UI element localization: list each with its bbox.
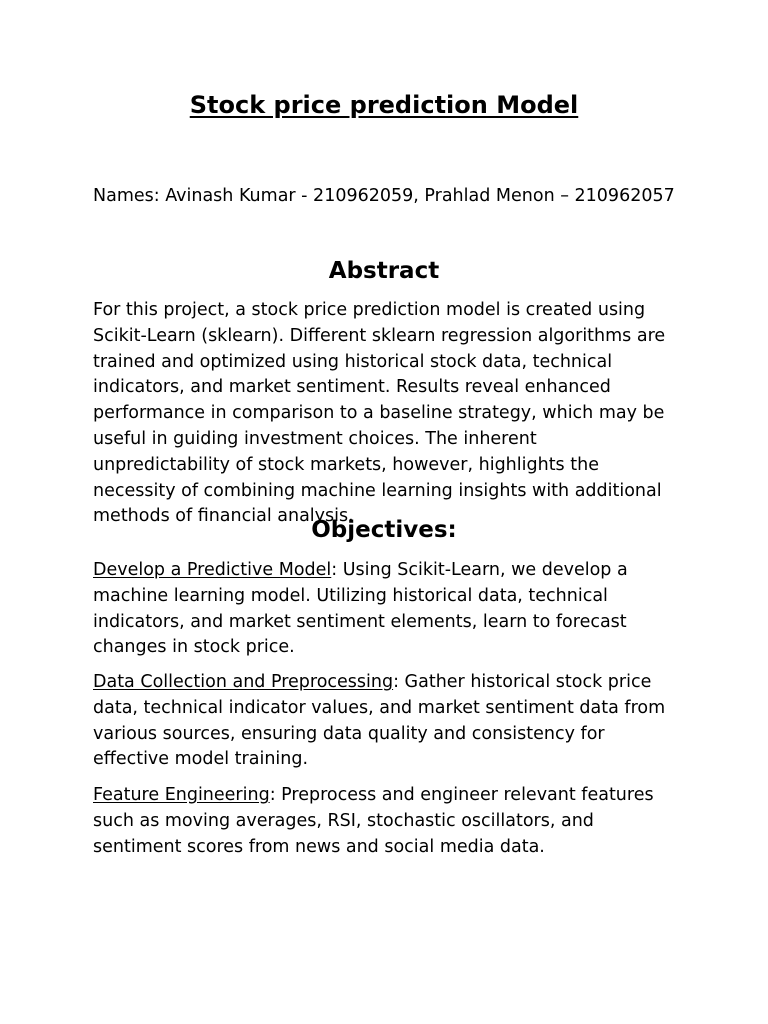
objectives-heading: Objectives: xyxy=(311,517,457,543)
objective-term: Feature Engineering xyxy=(93,785,270,805)
objective-item xyxy=(93,783,678,860)
document-title: Stock price prediction Model xyxy=(189,91,579,119)
objective-term: Develop a Predictive Model xyxy=(93,560,332,580)
abstract-heading: Abstract xyxy=(328,258,440,284)
abstract-body: For this project, a stock price prediction model is created using Scikit-Learn (sklearn). Different sklearn regression algorithms are trained and optimized using historical stock data, technical indicators, and market sentiment. Results reveal enhanced performance in comparison to a baseline strategy, which may be useful in guiding investment choices. The inherent unpredictability of stock markets, however, highlights the necessity of combining machine learning insights with additional methods of financial analysis. xyxy=(93,300,666,527)
objective-item xyxy=(93,670,678,773)
objective-text: : Preprocess and engineer relevant features such as moving averages, RSI, stochastic oscillators, and sentiment scores from news and social media data. xyxy=(93,785,654,857)
objective-item xyxy=(93,558,678,661)
objective-text: : Gather historical stock price data, technical indicator values, and market sentiment data from various sources, ensuring data quality and consistency for effective model training. xyxy=(93,672,666,770)
author-names: Names: Avinash Kumar - 210962059, Prahlad Menon – 210962057 xyxy=(93,186,675,206)
objective-text: : Using Scikit-Learn, we develop a machine learning model. Utilizing historical data, technical indicators, and market sentiment elements, learn to forecast changes in stock price. xyxy=(93,560,628,658)
objective-term: Data Collection and Preprocessing xyxy=(93,672,394,692)
